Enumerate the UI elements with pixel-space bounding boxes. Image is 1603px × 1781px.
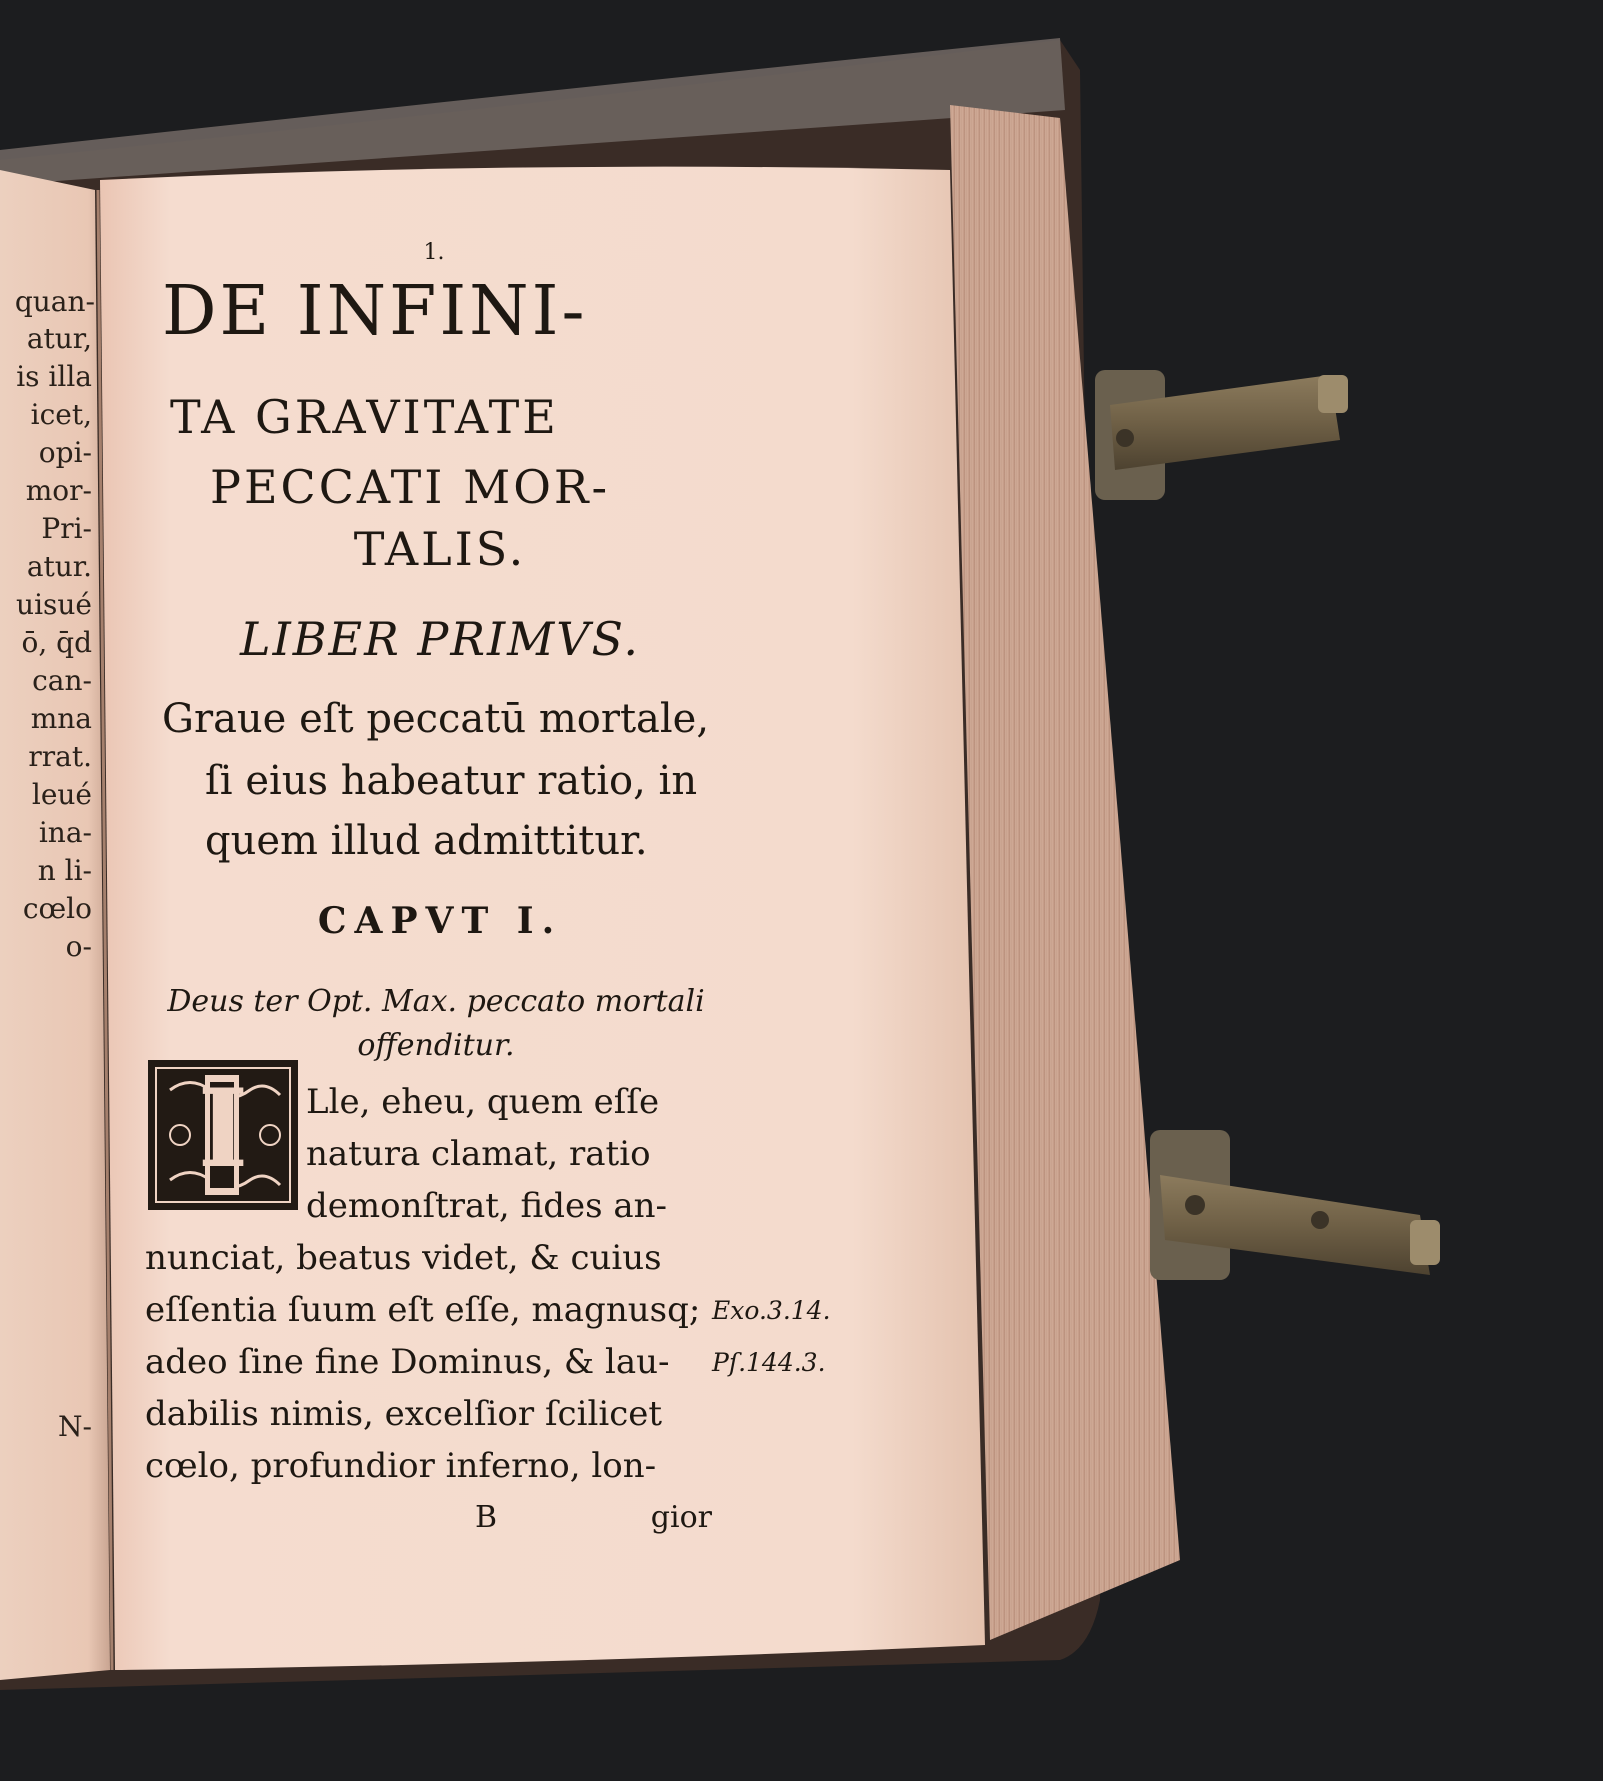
left-line: n li- — [37, 854, 92, 887]
body-line: Lle, eheu, quem eſſe — [306, 1082, 660, 1122]
summary-line: quem illud admittitur. — [205, 818, 648, 864]
chapter-heading: CAPVT I. — [317, 900, 563, 942]
chapter-argument-line: Deus ter Opt. Max. peccato mortali — [167, 984, 705, 1019]
initial-letter: I — [197, 1066, 249, 1192]
title-line: PECCATI MOR- — [210, 460, 611, 514]
left-line: mna — [30, 702, 92, 735]
signature-mark: B — [474, 1500, 498, 1535]
title-line: TA GRAVITATE — [170, 390, 559, 444]
left-line: cœlo — [22, 892, 92, 925]
left-line: is illa — [16, 360, 92, 393]
left-line: rrat. — [28, 740, 92, 773]
body-line: adeo ſine fine Dominus, & lau- — [145, 1342, 670, 1382]
body-line: nunciat, beatus videt, & cuius — [145, 1238, 662, 1278]
body-line: dabilis nimis, excelſior ſcilicet — [145, 1394, 663, 1434]
left-line: Pri- — [41, 512, 92, 545]
left-line: opi- — [38, 436, 92, 469]
left-line: mor- — [25, 474, 92, 507]
chapter-argument-line: offenditur. — [357, 1028, 515, 1063]
left-line: icet, — [30, 398, 92, 431]
summary-line: ſi eius habeatur ratio, in — [205, 758, 698, 804]
catchword: gior — [650, 1500, 712, 1535]
title-line: TALIS. — [353, 522, 527, 576]
marginal-note: Exo.3.14. — [712, 1296, 831, 1325]
summary-line: Graue eſt peccatū mortale, — [162, 696, 710, 742]
left-catchword: N- — [58, 1410, 92, 1443]
title-line: DE INFINI- — [162, 272, 588, 351]
left-line: atur. — [26, 550, 92, 583]
left-line: quan- — [14, 285, 95, 318]
body-line: demonſtrat, fides an- — [306, 1186, 668, 1226]
left-line: ō, q̄d — [21, 626, 92, 659]
left-line: o- — [65, 930, 92, 963]
body-line: eſſentia ſuum eſt eſſe, magnusq; — [145, 1290, 701, 1330]
left-line: can- — [32, 664, 92, 697]
left-line: leué — [31, 778, 92, 811]
marginal-note: Pſ.144.3. — [712, 1348, 826, 1377]
left-line: ina- — [38, 816, 92, 849]
left-line: atur, — [26, 322, 92, 355]
body-line: natura clamat, ratio — [306, 1134, 651, 1174]
body-line: cœlo, profundior inferno, lon- — [145, 1446, 657, 1486]
folio-number: 1. — [423, 240, 445, 265]
left-line: uisué — [16, 588, 92, 621]
book-heading: LIBER PRIMVS. — [240, 612, 640, 666]
